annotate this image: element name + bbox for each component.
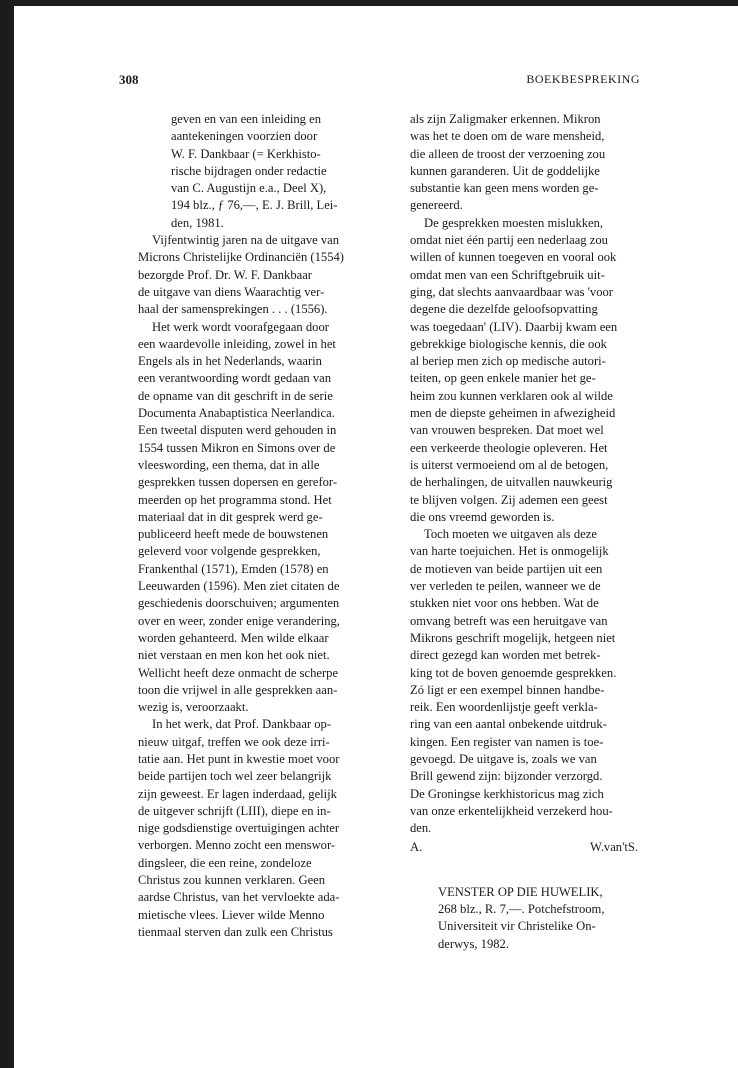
text-line: omdat niet één partij een nederlaag zou [410, 233, 608, 248]
text-line: 1554 tussen Mikron en Simons over de [138, 440, 336, 455]
text-line: gebrekkige biologische kennis, die ook [410, 336, 607, 351]
text-line: Wellicht heeft deze onmacht de scherpe [138, 665, 339, 680]
text-line: Documenta Anabaptistica Neerlandica. [138, 406, 335, 421]
text-line: gevoegd. De uitgave is, zoals we van [410, 751, 597, 766]
text-line: degene die dezelfde geloofsopvatting [410, 302, 598, 317]
text-line: een verantwoording wordt gedaan van [138, 371, 332, 386]
text-line: zijn geweest. Er lagen inderdaad, gelijk [138, 786, 337, 801]
paragraph [410, 526, 638, 837]
text-line: Christus zou kunnen verklaren. Geen [138, 873, 326, 888]
text-line: de uitgever schrijft (LIII), diepe en in- [138, 803, 331, 818]
text-line: heim zou kunnen verklaren ook al wilde [410, 388, 613, 403]
text-line: een verkeerde theologie opleveren. Het [410, 440, 608, 455]
right-column [410, 111, 638, 953]
text-line: rische bijdragen onder redactie [171, 163, 327, 178]
text-line: van harte toejuichen. Het is onmogelijk [410, 544, 609, 559]
text-line: te blijven volgen. Zij ademen een geest [410, 492, 608, 507]
paragraph [410, 215, 638, 526]
paragraph [410, 111, 638, 215]
text-line: nige godsdienstige overtuigingen achter [138, 821, 340, 836]
text-line: nieuw uitgaf, treffen we ook deze irri- [138, 734, 330, 749]
text-line: De gesprekken moesten mislukken, [424, 215, 604, 230]
text-line: willen of kunnen toegeven en vooral ook [410, 250, 617, 265]
paragraph [138, 232, 366, 318]
text-line: meerden op het programma stond. Het [138, 492, 332, 507]
text-line: In het werk, dat Prof. Dankbaar op- [152, 717, 332, 732]
text-line: Vijfentwintig jaren na de uitgave van [152, 233, 340, 248]
text-line: aantekeningen voorzien door [171, 129, 318, 144]
text-line: de uitgave van diens Waarachtig ver- [138, 284, 325, 299]
text-line: haal der samensprekingen . . . (1556). [138, 302, 328, 317]
text-line: den. [410, 821, 432, 836]
text-line: van onze erkentelijkheid verzekerd hou- [410, 803, 613, 818]
text-line: van vrouwen bespreken. Dat moet wel [410, 423, 604, 438]
text-line: materiaal dat in dit gesprek werd ge- [138, 509, 323, 524]
text-line: worden gehanteerd. Men wilde elkaar [138, 630, 329, 645]
text-line: teiten, op geen enkele manier het ge- [410, 371, 596, 386]
book-reference [138, 111, 366, 232]
text-line: beide partijen toch wel zeer belangrijk [138, 769, 332, 784]
running-head: BOEKBESPREKING [526, 72, 640, 86]
text-line: was het te doen om de ware mensheid, [410, 129, 605, 144]
text-line: van C. Augustijn e.a., Deel X), [171, 181, 327, 196]
text-line: Brill gewend zijn: bijzonder verzorgd. [410, 769, 603, 784]
text-line: die ons vreemd geworden is. [410, 509, 555, 524]
text-line: ging, dat slechts aanvaardbaar was 'voor [410, 284, 613, 299]
text-line: Universiteit vir Christelike On- [438, 919, 596, 934]
text-line: king tot de boven genoemde gesprekken. [410, 665, 617, 680]
text-line: vleeswording, een thema, dat in alle [138, 457, 320, 472]
review-signoff [410, 839, 638, 856]
text-line: de motieven van beide partijen uit een [410, 561, 603, 576]
text-line: wezig is, veroorzaakt. [138, 700, 249, 715]
text-line: was toegedaan' (LIV). Daarbij kwam een [410, 319, 618, 334]
text-line: Toch moeten we uitgaven als deze [424, 527, 597, 542]
text-line: die alleen de troost der verzoening zou [410, 146, 606, 161]
text-line: derwys, 1982. [438, 936, 510, 951]
text-line: reik. Een woordenlijstje geeft verkla- [410, 700, 598, 715]
text-line: al beriep men zich op medische autori- [410, 354, 606, 369]
text-line: De Groningse kerkhistoricus mag zich [410, 786, 604, 801]
text-line: kingen. Een register van namen is toe- [410, 734, 604, 749]
scan-edge-top [0, 0, 738, 6]
text-line: over en weer, zonder enige verandering, [138, 613, 340, 628]
text-line: Microns Christelijke Ordinanciën (1554) [138, 250, 345, 265]
text-line: aardse Christus, van het vervloekte ada- [138, 890, 340, 905]
text-line: de opname van dit geschrift in de serie [138, 388, 333, 403]
text-line: de herhalingen, de uitvallen nauwkeurig [410, 475, 613, 490]
text-line: genereerd. [410, 198, 463, 213]
text-line: ver verleden te peilen, wanneer we de [410, 579, 601, 594]
text-line: als zijn Zaligmaker erkennen. Mikron [410, 112, 601, 126]
text-line: direct gezegd kan worden met betrek- [410, 648, 601, 663]
text-line: omdat men van een Schriftgebruik uit- [410, 267, 605, 282]
text-line: Het werk wordt voorafgegaan door [152, 319, 329, 334]
next-book-reference [410, 884, 638, 953]
text-line: VENSTER OP DIE HUWELIK, [438, 884, 603, 899]
text-line: den, 1981. [171, 215, 224, 230]
text-line: omvang betreft was een heruitgave van [410, 613, 608, 628]
paragraph [138, 319, 366, 717]
text-line: bezorgde Prof. Dr. W. F. Dankbaar [138, 267, 312, 282]
text-line: Mikrons geschrift mogelijk, hetgeen niet [410, 630, 616, 645]
text-line: publiceerd heeft mede de bouwstenen [138, 527, 329, 542]
text-line: dingsleer, die een reine, zondeloze [138, 855, 312, 870]
text-line: tatie aan. Het punt in kwestie moet voor [138, 751, 340, 766]
text-line: verborgen. Menno zocht een menswor- [138, 838, 336, 853]
text-line: W. F. Dankbaar (= Kerkhisto- [171, 146, 321, 161]
text-line: gesprekken tussen dopersen en gerefor- [138, 475, 338, 490]
text-line: is uiterst vermoeiend om al de betogen, [410, 457, 609, 472]
text-line: men de diepste geheimen in afwezigheid [410, 406, 616, 421]
left-column [138, 111, 366, 941]
paragraph [138, 716, 366, 941]
text-line: Zó ligt er een exempel binnen handbe- [410, 682, 605, 697]
text-line: niet verstaan en men kon het ook niet. [138, 648, 330, 663]
text-line: substantie kan geen mens worden ge- [410, 181, 599, 196]
text-line: geven en van een inleiding en [171, 112, 322, 126]
text-line: ring van een aantal onbekende uitdruk- [410, 717, 607, 732]
text-line: geschiedenis doorschuiven; argumenten [138, 596, 340, 611]
text-line: Leeuwarden (1596). Men ziet citaten de [138, 579, 340, 594]
page-number: 308 [119, 72, 139, 87]
text-line: Engels als in het Nederlands, waarin [138, 354, 322, 369]
scan-edge-left [0, 0, 14, 1068]
text-line: toon die vrijwel in alle gesprekken aan- [138, 682, 338, 697]
text-line: tienmaal sterven dan zulk een Christus [138, 924, 333, 939]
text-line: kunnen garanderen. Uit de goddelijke [410, 163, 600, 178]
text-line: stukken niet voor ons hebben. Wat de [410, 596, 599, 611]
reviewer-signature: W.van'tS. [590, 840, 638, 855]
text-line: een waardevolle inleiding, zowel in het [138, 336, 336, 351]
text-line: Een tweetal disputen werd gehouden in [138, 423, 337, 438]
text-line: Frankenthal (1571), Emden (1578) en [138, 561, 329, 576]
text-line: 194 blz., ƒ 76,—, E. J. Brill, Lei- [171, 198, 338, 213]
text-line: geleverd voor volgende gesprekken, [138, 544, 321, 559]
text-line: mietische vlees. Liever wilde Menno [138, 907, 325, 922]
text-line: 268 blz., R. 7,—. Potchefstroom, [438, 902, 605, 917]
signoff-initial: A. [410, 840, 423, 855]
